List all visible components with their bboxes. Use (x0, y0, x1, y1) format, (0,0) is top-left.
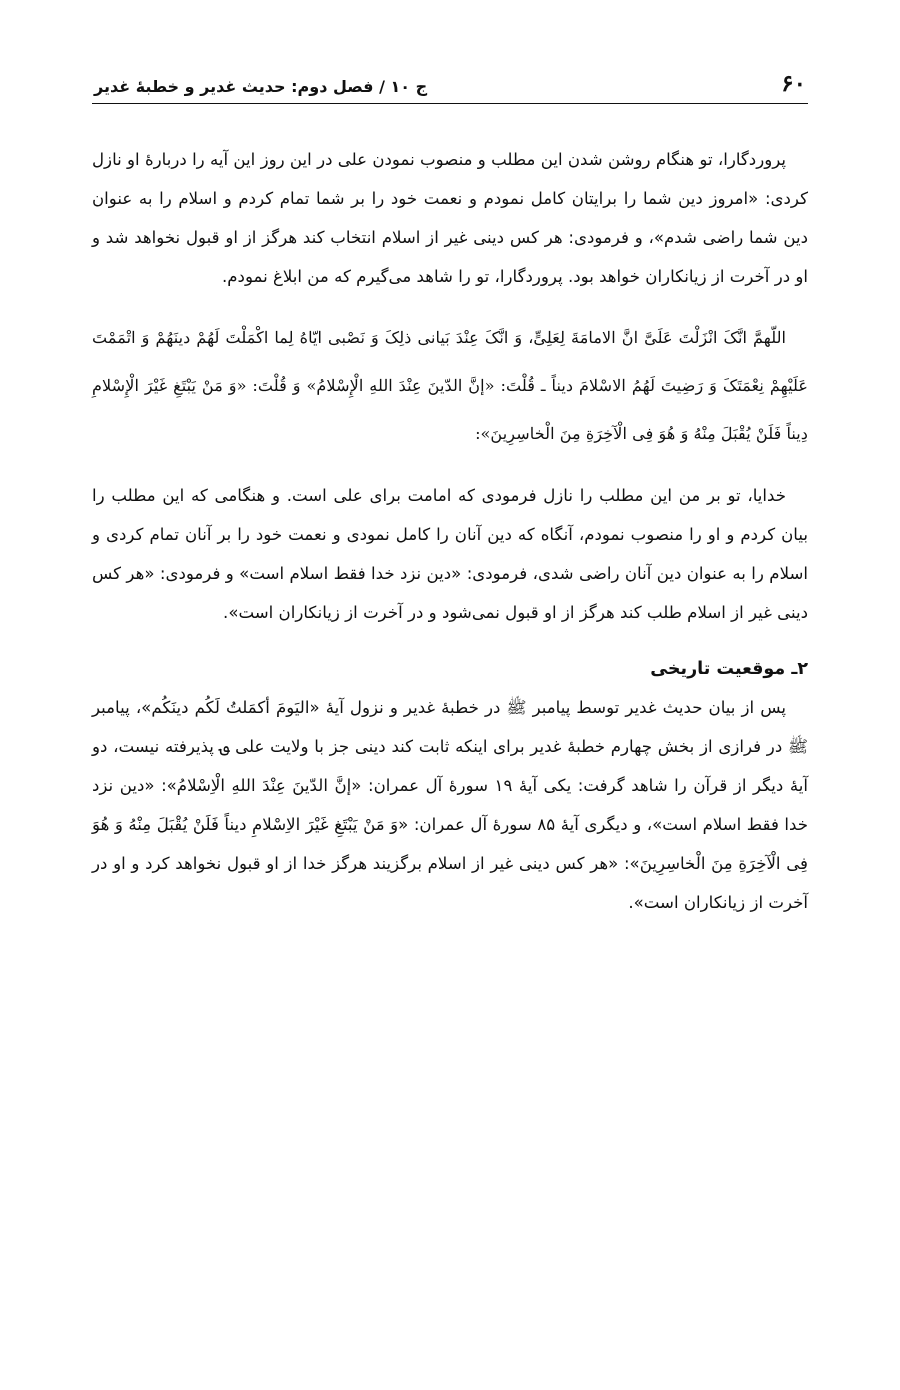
book-page (92, 60, 808, 922)
paragraph-1: پروردگارا، تو هنگام روشن شدن این مطلب و منصوب نمودن علی در این روز این آیه را دربارهٔ او نازل کردی: «امروز دین شما را برایتان کامل نمودم و نعمت خود را بر شما تمام کردم و اسلام را به عنوان دین شما راضی شدم»، و فرمودی: هر کس دینی غیر از اسلام انتخاب کند هرگز از او قبول نخواهد شد و او در آخرت از زیانکاران خواهد بود. پروردگارا، تو را شاهد می‌گیرم که من ابلاغ نمودم. (92, 150, 808, 286)
paragraph-2: خدایا، تو بر من این مطلب را نازل فرمودی که امامت برای علی است. و هنگامی که این مطلب را بیان کردم و او را منصوب نمودم، آنگاه که دین آنان را کامل نمودی و نعمت خود را بر آنان تمام کردی و اسلام را به عنوان دین آنان راضی شدی، فرمودی: «دین نزد خدا فقط اسلام است» و فرمودی: «هر کس دینی غیر از اسلام طلب کند هرگز از او قبول نمی‌شود و در آخرت از زیانکاران است». (92, 486, 808, 622)
arabic-quote: اللّهمَّ انَّکَ انْزَلْتَ عَلَیَّ انَّ الامامَةَ لِعَلِیٍّ، وَ انَّکَ عِنْدَ بَیانی ذلِکَ وَ نَصْبی ایّاهُ لِما اکْمَلْتَ لَهُمْ دینَهُمْ وَ اتْمَمْتَ عَلَیْهِمْ نِعْمَتَکَ وَ رَضِیتَ لَهُمُ الاسْلامَ دیناً ـ قُلْتَ: «إنَّ الدّینَ عِنْدَ اللهِ الْإِسْلامُ» وَ قُلْتَ: «وَ مَنْ یَبْتَغِ غَیْرَ الْإِسْلامِ دِیناً فَلَنْ یُقْبَلَ مِنْهُ وَ هُوَ فِی الْآخِرَةِ مِنَ الْخاسِرِینَ»: (92, 328, 808, 443)
page-body (92, 140, 808, 922)
paragraph-3: پس از بیان حدیث غدیر توسط پیامبر ﷺ در خطبهٔ غدیر و نزول آیهٔ «الیَومَ أکمَلتُ لَکُم دینَکُم»، پیامبر ﷺ در فرازی از بخش چهارم خطبهٔ غدیر برای اینکه ثابت کند دینی جز با ولایت علی ؈ پذیرفته نیست، دو آیهٔ دیگر از قرآن را شاهد گرفت: یکی آیهٔ ۱۹ سورهٔ آل عمران: «إنَّ الدّینَ عِنْدَ اللهِ الْاِسْلامُ»: «دین نزد خدا فقط اسلام است»، و دیگری آیهٔ ۸۵ سورهٔ آل عمران: «وَ مَنْ یَبْتَغِ غَیْرَ الاِسْلامِ دیناً فَلَنْ یُقْبَلَ مِنْهُ وَ هُوَ فِی الْآخِرَةِ مِنَ الْخاسِرِینَ»: «هر کس دینی غیر از اسلام برگزیند هرگز خدا از او قبول نخواهد کرد و او در آخرت از زیانکاران است». (92, 698, 808, 912)
running-title: ج ۱۰ / فصل دوم: حدیث غدیر و خطبهٔ غدیر (94, 77, 428, 96)
section-heading: ۲ـ موقعیت تاریخی (650, 659, 808, 679)
page-header (92, 60, 808, 104)
page-number: ۶۰ (781, 70, 806, 97)
